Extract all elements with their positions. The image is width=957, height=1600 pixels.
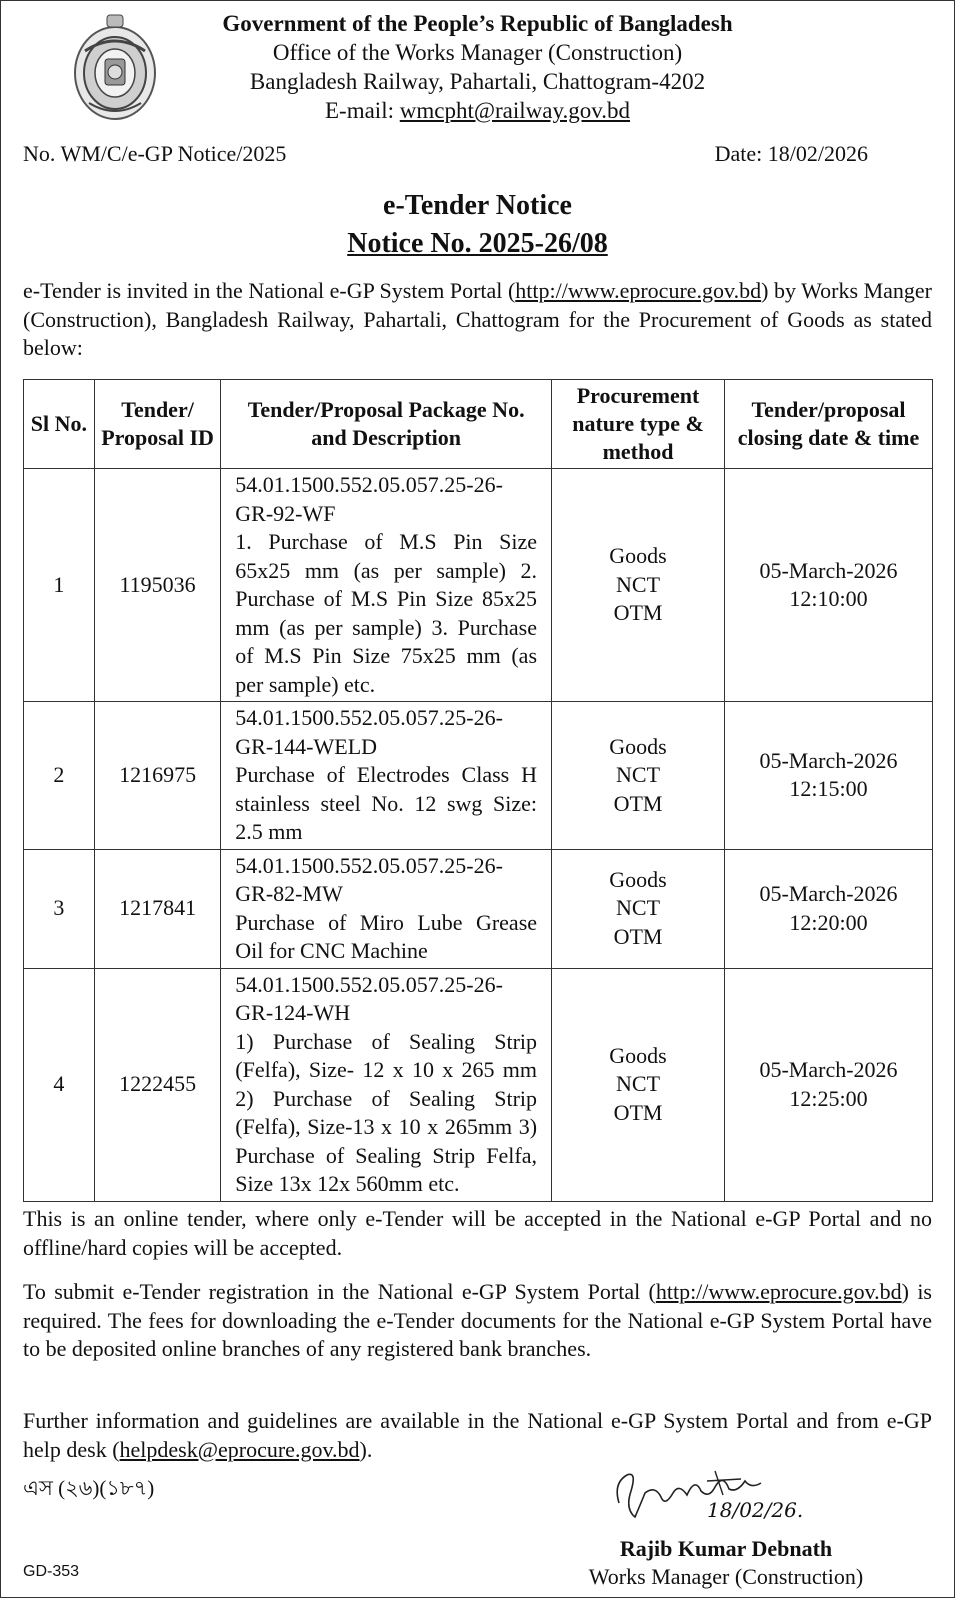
memo-number: এস (২৬)(১৮৭) — [23, 1476, 155, 1500]
cell-id: 1217841 — [94, 849, 220, 968]
cell-closing — [725, 968, 933, 1201]
cell-procurement — [552, 849, 725, 968]
cell-procurement — [552, 968, 725, 1201]
signature-date: 18/02/26. — [707, 1498, 804, 1522]
method: OTM — [613, 790, 663, 816]
closing-date: 05-March-2026 — [759, 557, 898, 583]
signer-block — [561, 1535, 891, 1591]
office-address: Bangladesh Railway, Pahartali, Chattogram-4202 — [249, 69, 706, 94]
type: NCT — [616, 762, 661, 787]
online-tender-paragraph: This is an online tender, where only e-Tender will be accepted in the National e-GP Portal and no offline/hard copies will be accepted. — [23, 1206, 932, 1260]
column-header-sl: Sl No. — [24, 380, 95, 469]
cell-procurement — [552, 469, 725, 702]
package-description: Purchase of Electrodes Class H stainless steel No. 12 swg Size: 2.5 mm — [235, 762, 538, 844]
cell-description — [221, 968, 552, 1201]
helpdesk-email-link[interactable]: helpdesk@eprocure.gov.bd — [119, 1436, 360, 1462]
gd-number: GD-353 — [23, 1563, 80, 1580]
nature: Goods — [609, 866, 667, 892]
notice-title: e-Tender Notice — [383, 190, 572, 221]
registration-paragraph — [23, 1278, 932, 1364]
reference-line — [23, 141, 868, 167]
signer-designation: Works Manager (Construction) — [588, 1564, 864, 1589]
column-header-procurement: Procurement nature type & method — [552, 380, 725, 469]
table-row — [24, 849, 933, 968]
package-number: 54.01.1500.552.05.057.25-26-GR-82-MW — [235, 852, 503, 906]
notice-date: Date: 18/02/2026 — [714, 141, 868, 166]
email-label: E-mail: — [325, 98, 400, 123]
cell-procurement — [552, 702, 725, 850]
closing-time: 12:25:00 — [789, 1085, 868, 1111]
intro-paragraph — [23, 277, 932, 363]
table-row — [24, 702, 933, 850]
intro-text-2: ) by Works Manger (Construction), Bangladesh Railway, Pahartali, Chattogram for the Procurement of Goods as stated below: — [23, 278, 932, 360]
package-description: 1. Purchase of M.S Pin Size 65x25 mm (as per sample) 2. Purchase of M.S Pin Size 85x25 mm (as per sample) 3. Purchase of M.S Pin Size 75x25 mm (as per sample) etc. — [235, 529, 538, 697]
package-description: Purchase of Miro Lube Grease Oil for CNC Machine — [235, 909, 538, 963]
cell-closing — [725, 702, 933, 850]
letterhead — [1, 1, 954, 131]
cell-closing — [725, 849, 933, 968]
further-text-1: Further information and guidelines are available in the National e-GP System Portal and from e-GP help desk ( — [23, 1408, 932, 1462]
closing-time: 12:15:00 — [789, 776, 868, 802]
column-header-id: Tender/ Proposal ID — [94, 380, 220, 469]
further-info-paragraph — [23, 1407, 932, 1464]
cell-description — [221, 702, 552, 850]
nature: Goods — [609, 543, 667, 569]
method: OTM — [613, 1099, 663, 1125]
cell-sl: 2 — [24, 702, 95, 850]
notice-titles — [1, 187, 954, 263]
registration-text-2: ) is required. The fees for downloading the e-Tender documents for the National e-GP System Portal have to be deposited online branches of any registered bank branches. — [23, 1279, 932, 1361]
closing-date: 05-March-2026 — [759, 881, 898, 906]
table-row — [24, 469, 933, 702]
nature: Goods — [609, 1042, 667, 1068]
package-number: 54.01.1500.552.05.057.25-26-GR-144-WELD — [235, 705, 503, 759]
intro-text-1: e-Tender is invited in the National e-GP System Portal ( — [23, 278, 516, 303]
cell-id: 1222455 — [94, 968, 220, 1201]
cell-description — [221, 469, 552, 702]
email-line — [1, 96, 954, 125]
method: OTM — [613, 923, 663, 949]
cell-id: 1216975 — [94, 702, 220, 850]
cell-description — [221, 849, 552, 968]
package-description: 1) Purchase of Sealing Strip (Felfa), Size- 12 x 10 x 265 mm 2) Purchase of Sealing Strip (Felfa), Size-13 x 10 x 265mm 3) Purchase of Sealing Strip Felfa, Size 13x 12x 560mm etc. — [235, 1028, 538, 1196]
package-number: 54.01.1500.552.05.057.25-26-GR-124-WH — [235, 971, 503, 1025]
letterhead-text — [1, 9, 954, 125]
type: NCT — [616, 571, 661, 597]
further-text-2: ). — [359, 1436, 373, 1462]
cell-closing — [725, 469, 933, 702]
signer-name: Rajib Kumar Debnath — [619, 1536, 833, 1561]
closing-date: 05-March-2026 — [759, 747, 898, 773]
office-name: Office of the Works Manager (Construction) — [272, 40, 683, 65]
cell-sl: 3 — [24, 849, 95, 968]
closing-time: 12:20:00 — [789, 909, 868, 935]
type: NCT — [616, 895, 661, 921]
registration-text-1: To submit e-Tender registration in the National e-GP System Portal ( — [23, 1279, 656, 1304]
eprocure-link[interactable]: http://www.eprocure.gov.bd — [515, 278, 762, 303]
method: OTM — [613, 600, 663, 626]
closing-date: 05-March-2026 — [759, 1057, 898, 1082]
registration-link[interactable]: http://www.eprocure.gov.bd — [655, 1279, 902, 1304]
closing-time: 12:10:00 — [789, 586, 868, 611]
nature: Goods — [609, 733, 667, 759]
cell-id: 1195036 — [94, 469, 220, 702]
package-number: 54.01.1500.552.05.057.25-26-GR-92-WF — [235, 472, 503, 526]
cell-sl: 4 — [24, 968, 95, 1201]
notice-number: Notice No. 2025-26/08 — [347, 228, 608, 259]
table-header-row — [24, 380, 933, 469]
type: NCT — [616, 1071, 661, 1097]
tender-table — [23, 379, 933, 1202]
column-header-description: Tender/Proposal Package No. and Description — [221, 380, 552, 469]
cell-sl: 1 — [24, 469, 95, 702]
government-name: Government of the People’s Republic of Bangladesh — [222, 11, 733, 36]
column-header-closing: Tender/proposal closing date & time — [725, 380, 933, 469]
reference-number: No. WM/C/e-GP Notice/2025 — [23, 141, 287, 166]
email-link[interactable]: wmcpht@railway.gov.bd — [399, 98, 630, 123]
table-row — [24, 968, 933, 1201]
